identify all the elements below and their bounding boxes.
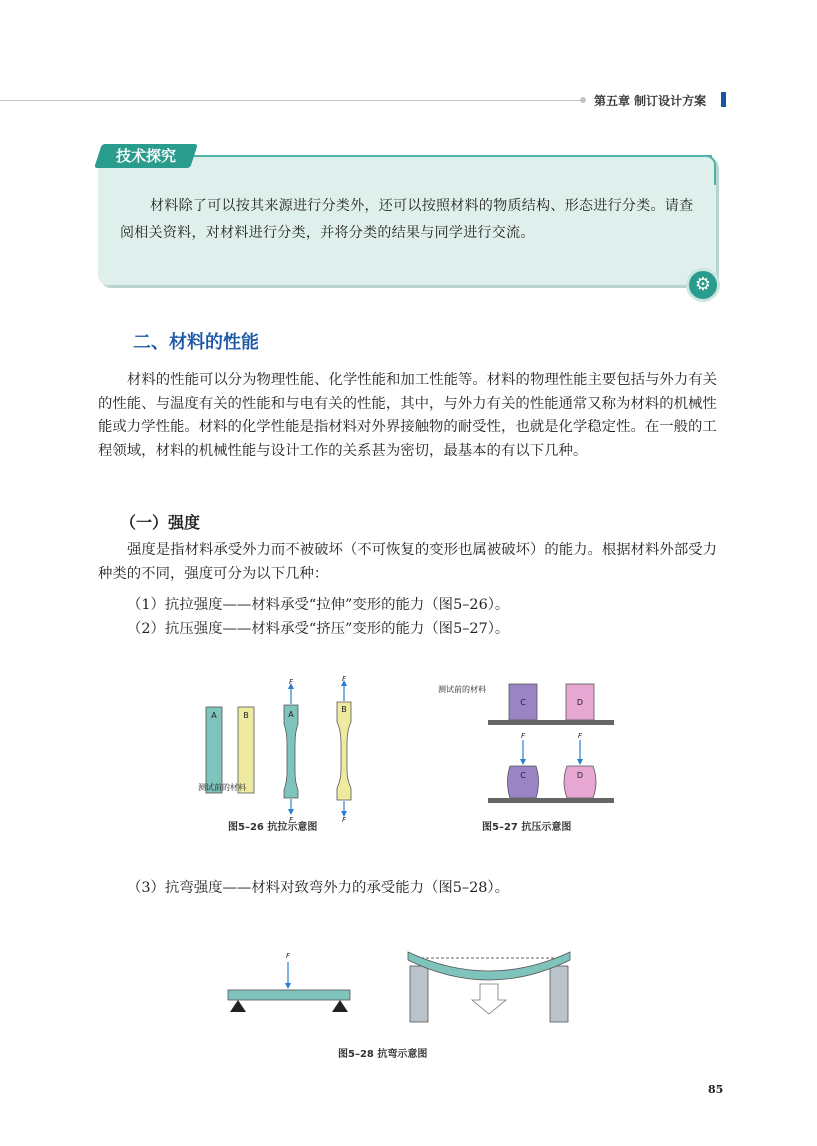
compression-diagram	[432, 678, 622, 810]
right-support	[332, 1000, 348, 1012]
figure-caption: 图5–27 抗压示意图	[482, 822, 572, 833]
tension-diagram	[190, 672, 370, 822]
base-plate	[488, 720, 614, 725]
base-plate	[488, 798, 614, 803]
list-item: （2）抗压强度——材料承受“挤压”变形的能力（图5–27）。	[127, 621, 510, 637]
force-label: F	[520, 732, 526, 740]
exploration-text: 材料除了可以按其来源进行分类外，还可以按照材料的物质结构、形态进行分类。请查阅相关资料，对材料进行分类，并将分类的结果与同学进行交流。	[120, 198, 694, 241]
force-label: F	[285, 952, 291, 960]
stretched-a-label: A	[288, 710, 294, 719]
specimen-b-label: B	[243, 711, 249, 720]
right-pillar	[550, 966, 568, 1022]
strength-heading: （一）强度	[120, 513, 201, 532]
force-label: F	[288, 816, 294, 822]
force-label: F	[577, 732, 583, 740]
specimen-c-label: C	[520, 698, 526, 707]
exploration-tab-label: 技术探究	[115, 147, 176, 165]
figure-caption: 图5–28 抗弯示意图	[338, 1049, 428, 1060]
left-pillar	[410, 966, 428, 1022]
bent-beam	[408, 952, 570, 980]
header-rule	[0, 100, 583, 101]
deflection-arrow-icon	[472, 984, 506, 1014]
before-test-label: 测试前的材料	[438, 685, 486, 694]
bending-diagram	[222, 944, 582, 1026]
before-test-label: 测试前的材料	[198, 783, 246, 792]
gear-icon: ⚙	[686, 268, 720, 302]
left-support	[230, 1000, 246, 1012]
beam	[228, 990, 350, 1000]
specimen-a-label: A	[211, 711, 217, 720]
force-label: F	[341, 675, 347, 683]
exploration-tab	[94, 144, 198, 168]
figure-caption: 图5–26 抗拉示意图	[228, 822, 318, 833]
header-marker	[721, 92, 726, 107]
strength-paragraph: 强度是指材料承受外力而不被破坏（不可恢复的变形也属被破坏）的能力。根据材料外部受力种类的不同，强度可分为以下几种：	[98, 542, 718, 582]
stretched-b-label: B	[341, 705, 347, 714]
specimen-d-label: D	[576, 698, 584, 707]
force-label: F	[288, 678, 294, 686]
header-dot	[580, 97, 586, 103]
chapter-title: 第五章 制订设计方案	[594, 94, 707, 108]
force-label: F	[341, 816, 347, 822]
exploration-top-line	[190, 155, 712, 157]
exploration-corner	[706, 155, 716, 185]
compressed-d-label: D	[576, 771, 584, 780]
stretched-specimen-b	[337, 702, 351, 800]
list-item: （1）抗拉强度——材料承受“拉伸”变形的能力（图5–26）。	[127, 597, 510, 613]
section-title: 二、材料的性能	[133, 332, 259, 353]
compressed-c-label: C	[520, 771, 526, 780]
intro-paragraph: 材料的性能可以分为物理性能、化学性能和加工性能等。材料的物理性能主要包括与外力有关的性能、与温度有关的性能和与电有关的性能，其中，与外力有关的性能通常又称为材料的机械性能或力学性能。材料的化学性能是指材料对外界接触物的耐受性，也就是化学稳定性。在一般的工程领域，材料的机械性能与设计工作的关系甚为密切，最基本的有以下几种。	[98, 372, 718, 459]
list-item: （3）抗弯强度——材料对致弯外力的承受能力（图5–28）。	[127, 880, 509, 896]
page-number: 85	[708, 1083, 724, 1096]
